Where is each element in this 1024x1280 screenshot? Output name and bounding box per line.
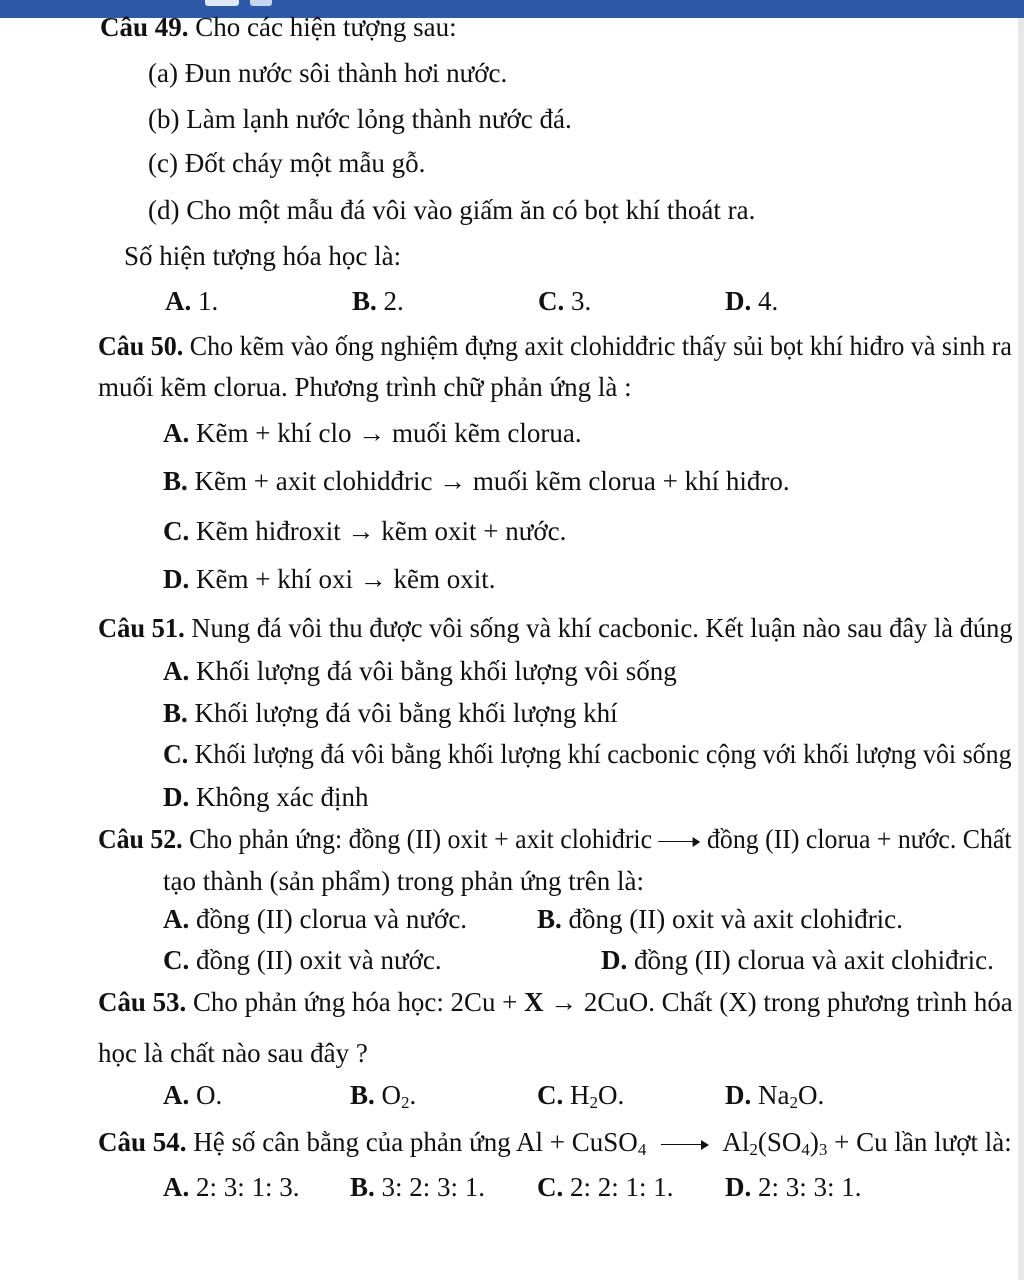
q52-label: Câu 52. [98, 824, 183, 854]
q52-header-line [98, 822, 1012, 856]
q50-header-line [98, 329, 1012, 363]
q50-option-c[interactable]: C. Kẽm hiđroxit → kẽm oxit + nước. [163, 516, 567, 546]
q49-question: Số hiện tượng hóa học là: [124, 241, 402, 271]
q53-option-b[interactable]: B. $O_2$. [350, 1080, 417, 1112]
q54-sub-4: 4 [637, 1140, 647, 1159]
q52-stem-1b: đồng (II) clorua + nước. Chất [707, 824, 1012, 854]
q54-stem-post: + Cu lần lượt là: [827, 1127, 1012, 1157]
q49-item-d: (d) Cho một mẫu đá vôi vào giấm ăn có bọt khí thoát ra. [148, 195, 756, 225]
q53-option-c[interactable]: C. $H_2O$. [537, 1080, 625, 1112]
q49-header-line [100, 10, 457, 44]
q54-sub-4b: 4 [801, 1140, 810, 1159]
q50-option-b[interactable]: B. Kẽm + axit clohidđric → muối kẽm clorua + khí hiđro. [163, 466, 790, 496]
q54-option-a[interactable]: A. 2: 3: 1: 3. [163, 1172, 300, 1202]
q49-item-b: (b) Làm lạnh nước lỏng thành nước đá. [148, 104, 572, 134]
q49-option-c[interactable]: C. 3. [538, 286, 592, 316]
scrollbar-track[interactable] [1018, 18, 1024, 1280]
toolbar-tab-indicator [205, 0, 239, 6]
q52-option-a[interactable]: A. đồng (II) clorua và nước. [163, 904, 468, 934]
toolbar-icon [250, 0, 272, 6]
q54-option-c[interactable]: C. 2: 2: 1: 1. [537, 1172, 674, 1202]
q51-option-b[interactable]: B. Khối lượng đá vôi bằng khối lượng khí [163, 698, 618, 728]
q54-sub-2: 2 [749, 1140, 758, 1159]
q52-option-c[interactable]: C. đồng (II) oxit và nước. [163, 945, 442, 975]
q53-option-d[interactable]: D. $Na_2O$. [725, 1080, 825, 1112]
q54-header-line [98, 1125, 1012, 1167]
q53-label: Câu 53. [98, 987, 187, 1017]
q50-stem-2: muối kẽm clorua. Phương trình chữ phản ứng là : [98, 372, 632, 402]
q53-header-line [98, 985, 1013, 1019]
q52-stem-1a: Cho phản ứng: đồng (II) oxit + axit clohiđric [189, 824, 653, 854]
q51-option-a[interactable]: A. Khối lượng đá vôi bằng khối lượng vôi sống [163, 656, 677, 686]
q50-stem-1: Cho kẽm vào ống nghiệm đựng axit clohidđric thấy sủi bọt khí hiđro và sinh ra [189, 331, 1012, 361]
q54-product-so: (SO [757, 1127, 802, 1157]
q49-stem: Cho các hiện tượng sau: [195, 12, 457, 42]
q53-stem-2: học là chất nào sau đây ? [98, 1038, 368, 1068]
q54-sub-3: 3 [818, 1140, 828, 1159]
q49-item-a: (a) Đun nước sôi thành hơi nước. [148, 58, 508, 88]
q51-stem: Nung đá vôi thu được vôi sống và khí cacbonic. Kết luận nào sau đây là đúng [191, 613, 1013, 643]
q52-option-b[interactable]: B. đồng (II) oxit và axit clohiđric. [537, 904, 903, 934]
q53-option-a[interactable]: A. O. [163, 1080, 223, 1110]
q53-stem-post: → 2CuO. Chất (X) trong phương trình hóa [543, 987, 1013, 1017]
q49-option-d[interactable]: D. 4. [725, 286, 779, 316]
reaction-arrow-icon [658, 837, 700, 847]
q54-label: Câu 54. [98, 1127, 187, 1157]
q50-label: Câu 50. [98, 331, 184, 361]
q53-unknown-x: X [524, 987, 544, 1017]
q52-option-d[interactable]: D. đồng (II) clorua và axit clohiđric. [601, 945, 994, 975]
q52-stem-2: tạo thành (sản phẩm) trong phản ứng trên là: [163, 866, 645, 896]
q54-stem-pre: Hệ số cân bằng của phản ứng Al + CuSO [193, 1127, 638, 1157]
q54-option-b[interactable]: B. 3: 2: 3: 1. [350, 1172, 486, 1202]
q50-option-d[interactable]: D. Kẽm + khí oxi → kẽm oxit. [163, 564, 496, 594]
reaction-arrow-icon [661, 1140, 709, 1150]
q49-label: Câu 49. [100, 12, 189, 42]
q54-product-al: Al [722, 1127, 750, 1157]
q53-stem-pre: Cho phản ứng hóa học: 2Cu + [192, 987, 525, 1017]
q54-option-d[interactable]: D. 2: 3: 3: 1. [725, 1172, 862, 1202]
q49-item-c: (c) Đốt cháy một mẫu gỗ. [148, 148, 426, 178]
q49-option-b[interactable]: B. 2. [352, 286, 404, 316]
q49-option-a[interactable]: A. 1. [165, 286, 219, 316]
q51-option-d[interactable]: D. Không xác định [163, 782, 369, 812]
q50-option-a[interactable]: A. Kẽm + khí clo → muối kẽm clorua. [163, 418, 582, 448]
q51-header-line [98, 611, 1013, 645]
q54-product-paren: ) [809, 1127, 819, 1157]
q51-option-c[interactable]: C. Khối lượng đá vôi bằng khối lượng khí cacbonic cộng với khối lượng vôi sống [163, 739, 1012, 769]
q51-label: Câu 51. [98, 613, 185, 643]
